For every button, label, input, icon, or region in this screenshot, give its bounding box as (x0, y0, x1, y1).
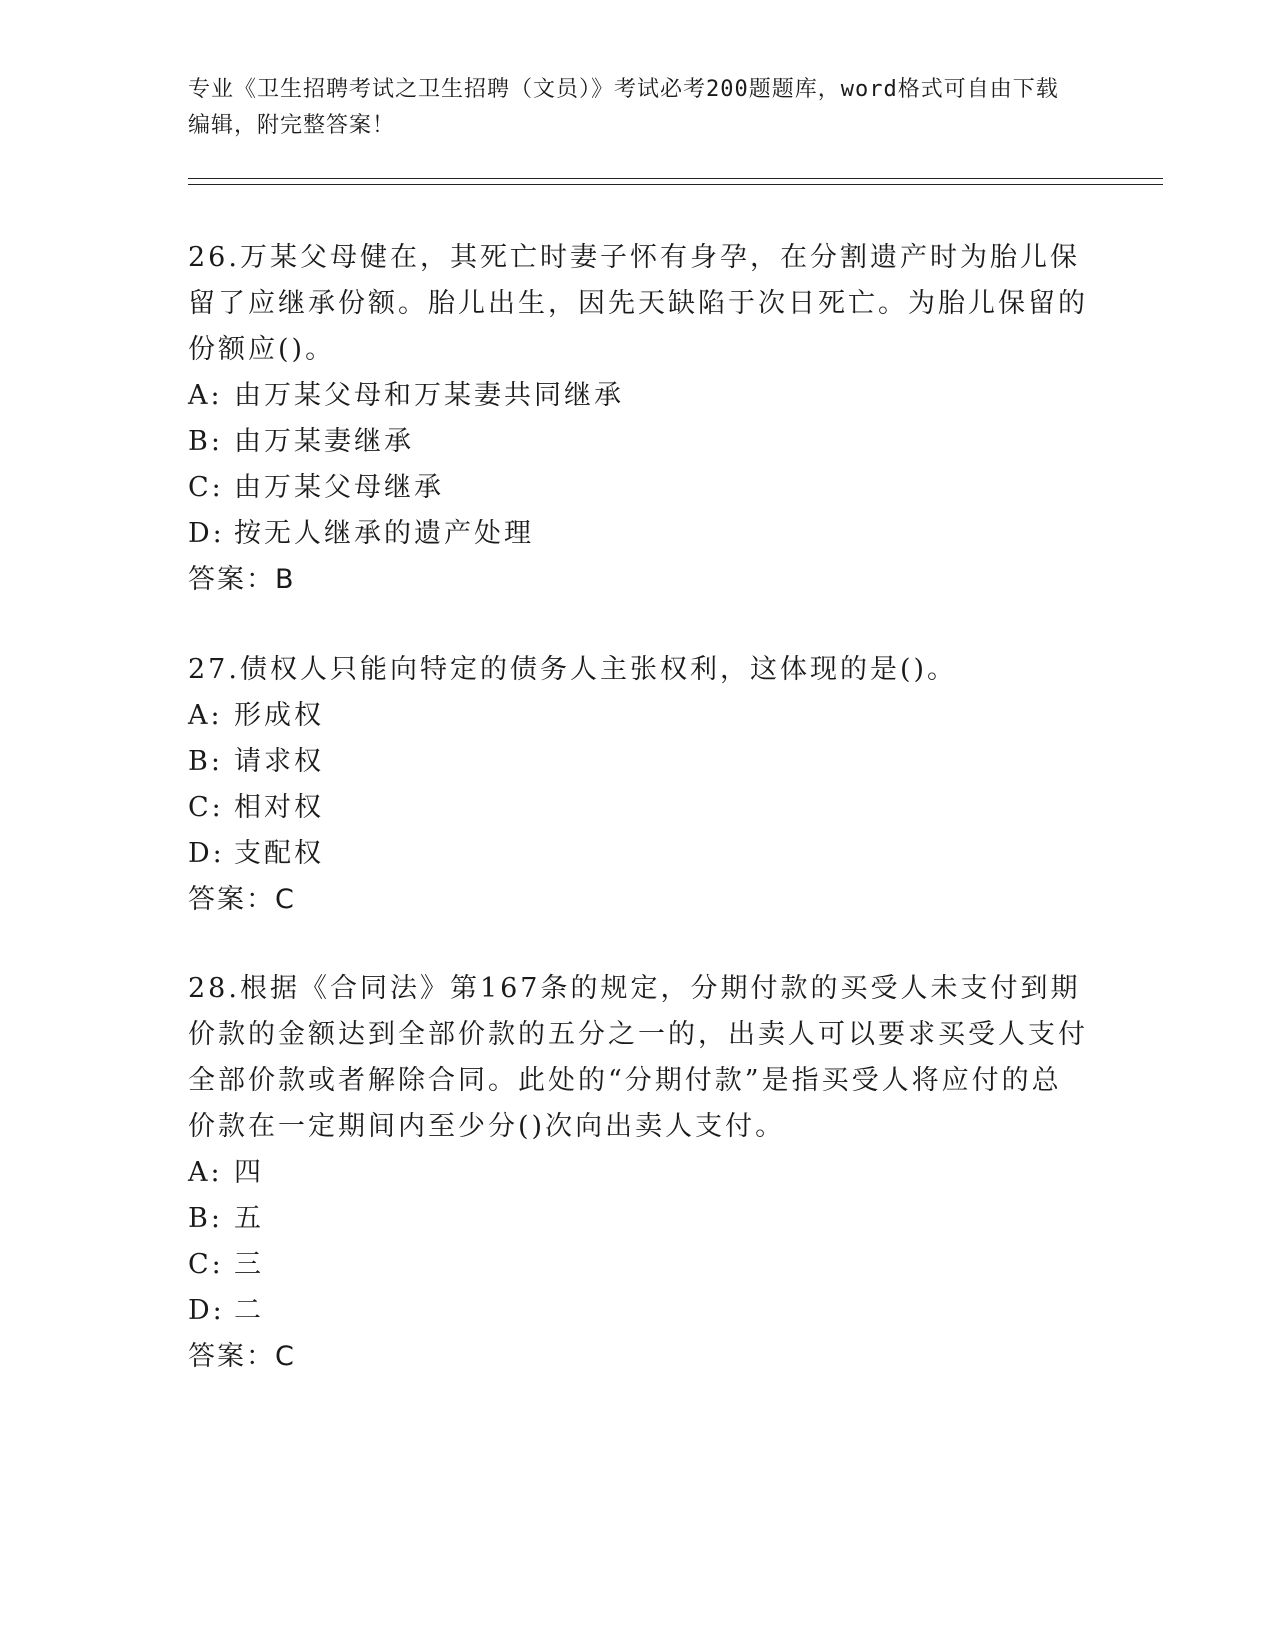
option-text: 二 (234, 1295, 264, 1326)
answer-label: 答案：B (188, 564, 296, 595)
option-b (188, 419, 1088, 465)
question-28 (188, 966, 1088, 1380)
option-c (188, 785, 1088, 831)
document-header (188, 72, 1068, 144)
option-b (188, 739, 1088, 785)
option-text: 由万某妻继承 (234, 426, 414, 457)
question-stem: 28.根据《合同法》第167条的规定，分期付款的买受人未支付到期价款的金额达到全部价款的五分之一的，出卖人可以要求买受人支付全部价款或者解除合同。此处的“分期付款”是指买受人将应付的总价款在一定期间内至少分()次向出卖人支付。 (188, 973, 1088, 1142)
answer-label: 答案：C (188, 884, 296, 915)
option-text: 按无人继承的遗产处理 (234, 518, 534, 549)
question-26 (188, 235, 1088, 603)
option-a (188, 1150, 1088, 1196)
option-c (188, 1242, 1088, 1288)
answer-label: 答案：C (188, 1341, 296, 1372)
option-d (188, 511, 1088, 557)
option-key: A: (188, 700, 223, 731)
option-c (188, 465, 1088, 511)
option-text: 支配权 (234, 838, 324, 869)
option-d (188, 1288, 1088, 1334)
header-text: 专业《卫生招聘考试之卫生招聘（文员）》考试必考200题题库，word格式可自由下载编辑，附完整答案！ (188, 77, 1059, 138)
option-text: 相对权 (234, 792, 324, 823)
question-stem: 27.债权人只能向特定的债务人主张权利，这体现的是()。 (188, 654, 958, 685)
option-key: B: (188, 1203, 223, 1234)
option-d (188, 831, 1088, 877)
option-key: A: (188, 1157, 223, 1188)
option-a (188, 373, 1088, 419)
option-key: D: (188, 1295, 225, 1326)
option-text: 形成权 (234, 700, 324, 731)
option-text: 由万某父母和万某妻共同继承 (234, 380, 624, 411)
option-b (188, 1196, 1088, 1242)
option-text: 三 (234, 1249, 264, 1280)
question-27 (188, 647, 1088, 923)
option-text: 请求权 (234, 746, 324, 777)
option-key: B: (188, 746, 223, 777)
option-a (188, 693, 1088, 739)
option-key: C: (188, 472, 224, 503)
option-key: A: (188, 380, 223, 411)
question-stem: 26.万某父母健在，其死亡时妻子怀有身孕，在分割遗产时为胎儿保留了应继承份额。胎儿出生，因先天缺陷于次日死亡。为胎儿保留的份额应()。 (188, 242, 1088, 365)
header-divider-bottom (188, 184, 1163, 185)
option-key: C: (188, 792, 224, 823)
option-key: D: (188, 518, 225, 549)
option-text: 四 (234, 1157, 264, 1188)
option-text: 五 (234, 1203, 264, 1234)
option-key: B: (188, 426, 223, 457)
option-key: D: (188, 838, 225, 869)
header-divider-top (188, 178, 1163, 179)
option-text: 由万某父母继承 (234, 472, 444, 503)
option-key: C: (188, 1249, 224, 1280)
